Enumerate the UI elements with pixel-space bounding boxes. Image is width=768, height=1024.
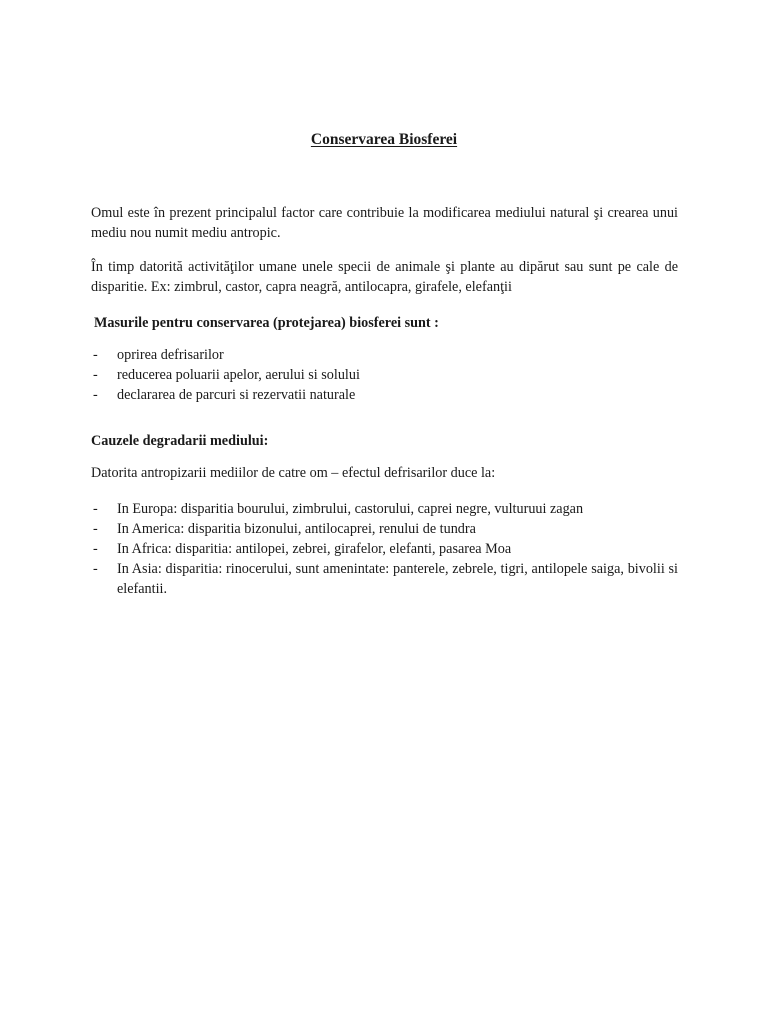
list-item-text: declararea de parcuri si rezervatii naturale xyxy=(117,387,356,403)
list-item-text: In America: disparitia bizonului, antilocaprei, renului de tundra xyxy=(117,521,476,537)
list-item-text: In Asia: disparitia: rinocerului, sunt amenintate: panterele, zebrele, tigri, antilopele saiga, bivolii si elefantii. xyxy=(117,561,678,597)
list-item-text: In Africa: disparitia: antilopei, zebrei, girafelor, elefanti, pasarea Moa xyxy=(117,541,512,557)
list-item xyxy=(91,499,678,519)
list-dash: - xyxy=(93,541,98,557)
list-dash: - xyxy=(93,501,98,517)
measures-heading: Masurile pentru conservarea (protejarea) biosferei sunt : xyxy=(94,315,439,331)
list-item-text: In Europa: disparitia bourului, zimbrului, castorului, caprei negre, vulturuui zagan xyxy=(117,501,584,517)
list-dash: - xyxy=(93,367,98,383)
causes-heading: Cauzele degradarii mediului: xyxy=(91,433,269,449)
list-item xyxy=(91,365,678,385)
list-item-text: reducerea poluarii apelor, aerului si solului xyxy=(117,367,360,383)
list-item xyxy=(91,345,678,365)
second-paragraph: În timp datorită activităţilor umane unele specii de animale şi plante au dipărut sau sunt pe cale de disparitie. Ex: zimbrul, castor, capra neagră, antilocapra, girafele, elefanţii xyxy=(91,259,678,295)
list-item xyxy=(91,559,678,599)
list-item-text: oprirea defrisarilor xyxy=(117,347,224,363)
list-item xyxy=(91,385,678,405)
effects-list xyxy=(91,499,678,599)
intro-paragraph: Omul este în prezent principalul factor care contribuie la modificarea mediului natural şi crearea unui mediu nou numit mediu antropic. xyxy=(91,205,678,241)
page-title: Conservarea Biosferei xyxy=(310,131,458,148)
list-item xyxy=(91,539,678,559)
list-dash: - xyxy=(93,387,98,403)
list-dash: - xyxy=(93,561,98,577)
causes-paragraph: Datorita antropizarii mediilor de catre om – efectul defrisarilor duce la: xyxy=(91,465,496,481)
measures-list xyxy=(91,345,678,405)
list-item xyxy=(91,519,678,539)
list-dash: - xyxy=(93,521,98,537)
list-dash: - xyxy=(93,347,98,363)
